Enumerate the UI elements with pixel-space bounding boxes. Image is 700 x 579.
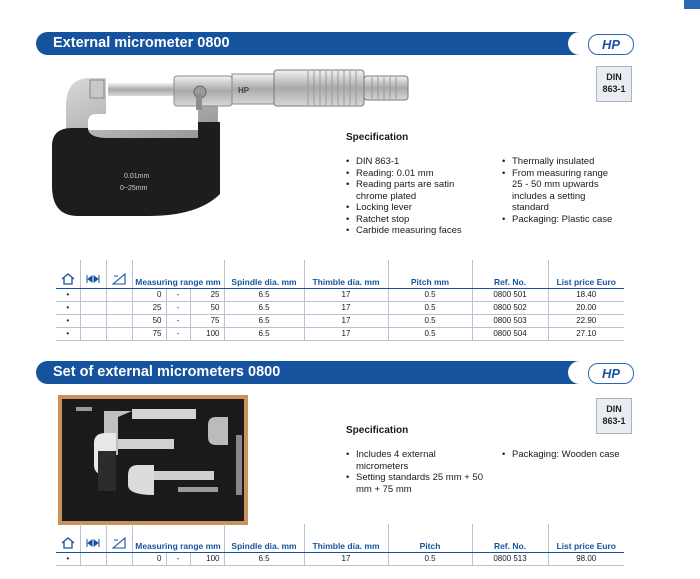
spindle-dia: 6.5 xyxy=(224,552,304,565)
range-from: 25 xyxy=(132,301,166,314)
table-row xyxy=(56,288,624,301)
spec-item: • Locking lever xyxy=(346,202,486,214)
range-dash: - xyxy=(166,301,190,314)
pitch: 0.5 xyxy=(388,552,472,565)
row-bullet: • xyxy=(56,314,80,327)
range-to: 100 xyxy=(190,552,224,565)
spec-list-right xyxy=(502,156,620,225)
hp-logo: HP xyxy=(588,34,634,55)
pitch: 0.5 xyxy=(388,288,472,301)
din-badge xyxy=(596,66,632,102)
spec-list-right xyxy=(502,449,620,461)
row-bullet: • xyxy=(56,552,80,565)
range-from: 0 xyxy=(132,288,166,301)
micrometer-set-image xyxy=(58,395,248,525)
section-title: Set of external micrometers 0800 xyxy=(53,364,281,380)
spec-item: • Includes 4 external micrometers xyxy=(346,449,486,472)
spec-list-left xyxy=(346,449,486,495)
spec-item: • Packaging: Wooden case xyxy=(502,449,620,461)
thimble-dia: 17 xyxy=(304,314,388,327)
spindle-dia: 6.5 xyxy=(224,288,304,301)
table-row xyxy=(56,301,624,314)
header-measuring-range: Measuring range mm xyxy=(132,524,224,552)
thimble-dia: 17 xyxy=(304,288,388,301)
din-label: DIN xyxy=(606,72,622,82)
range-from: 50 xyxy=(132,314,166,327)
header-thimble: Thimble dia. mm xyxy=(304,524,388,552)
list-price: 98.00 xyxy=(576,554,597,563)
measuring-faces-icon xyxy=(80,524,106,552)
header-price: List price Euro xyxy=(548,524,624,552)
range-dash: - xyxy=(166,327,190,340)
plate-reading-text: 0.01mm xyxy=(124,173,150,180)
table-row xyxy=(56,314,624,327)
header-price: List price Euro xyxy=(548,260,624,288)
table-row xyxy=(56,327,624,340)
list-price: 27.10 xyxy=(576,329,597,338)
list-price: 22.90 xyxy=(576,316,597,325)
spec-item: • Thermally insulated xyxy=(502,156,620,168)
hp-logo: HP xyxy=(588,363,634,384)
house-icon xyxy=(56,524,80,552)
pitch: 0.5 xyxy=(388,314,472,327)
spec-item: • Carbide measuring faces xyxy=(346,225,486,237)
spindle-dia: 6.5 xyxy=(224,327,304,340)
spec-item: • Packaging: Plastic case xyxy=(502,214,620,226)
din-number: 863-1 xyxy=(602,416,626,426)
measuring-faces-icon xyxy=(80,260,106,288)
range-to: 25 xyxy=(190,288,224,301)
pitch: 0.5 xyxy=(388,301,472,314)
pitch: 0.5 xyxy=(388,327,472,340)
ref-no: 0800 502 xyxy=(472,301,548,314)
range-to: 75 xyxy=(190,314,224,327)
ref-no: 0800 513 xyxy=(472,552,548,565)
reading-icon xyxy=(106,524,132,552)
spec-item: • From measuring range 25 - 50 mm upwards includes a setting standard xyxy=(502,168,620,214)
spec-item: • DIN 863-1 xyxy=(346,156,486,168)
product-table xyxy=(56,260,624,341)
spec-item: • Reading parts are satin chrome plated xyxy=(346,179,486,202)
list-price: 18.40 xyxy=(576,290,597,299)
thimble-dia: 17 xyxy=(304,301,388,314)
reading-icon xyxy=(106,260,132,288)
spec-title: Specification xyxy=(346,425,409,436)
list-price: 20.00 xyxy=(576,303,597,312)
ref-no: 0800 503 xyxy=(472,314,548,327)
spindle-dia: 6.5 xyxy=(224,314,304,327)
row-bullet: • xyxy=(56,288,80,301)
spec-item: • Ratchet stop xyxy=(346,214,486,226)
micrometer-brand-text: HP xyxy=(238,86,250,95)
row-bullet: • xyxy=(56,327,80,340)
ref-no: 0800 501 xyxy=(472,288,548,301)
din-number: 863-1 xyxy=(602,84,626,94)
din-badge xyxy=(596,398,632,434)
table-row xyxy=(56,552,624,565)
thimble-dia: 17 xyxy=(304,327,388,340)
section-banner-2 xyxy=(36,361,646,384)
product-table xyxy=(56,524,624,566)
spec-item: • Reading: 0.01 mm xyxy=(346,168,486,180)
spec-title: Specification xyxy=(346,132,409,143)
range-dash: - xyxy=(166,552,190,565)
ref-no: 0800 504 xyxy=(472,327,548,340)
header-spindle: Spindle dia. mm xyxy=(224,260,304,288)
range-dash: - xyxy=(166,314,190,327)
range-from: 75 xyxy=(132,327,166,340)
din-label: DIN xyxy=(606,404,622,414)
spec-list-left xyxy=(346,156,486,237)
header-measuring-range: Measuring range mm xyxy=(132,260,224,288)
section-title: External micrometer 0800 xyxy=(53,35,230,51)
plate-range-text: 0~25mm xyxy=(120,185,148,192)
thimble-dia: 17 xyxy=(304,552,388,565)
section-banner-1 xyxy=(36,32,646,55)
header-pitch: Pitch xyxy=(388,524,472,552)
header-ref: Ref. No. xyxy=(472,524,548,552)
spindle-dia: 6.5 xyxy=(224,301,304,314)
header-ref: Ref. No. xyxy=(472,260,548,288)
header-spindle: Spindle dia. mm xyxy=(224,524,304,552)
row-bullet: • xyxy=(56,301,80,314)
header-thimble: Thimble dia. mm xyxy=(304,260,388,288)
header-pitch: Pitch mm xyxy=(388,260,472,288)
range-to: 100 xyxy=(190,327,224,340)
house-icon xyxy=(56,260,80,288)
range-dash: - xyxy=(166,288,190,301)
corner-tab xyxy=(684,0,700,9)
spec-item: • Setting standards 25 mm + 50 mm + 75 mm xyxy=(346,472,486,495)
range-to: 50 xyxy=(190,301,224,314)
range-from: 0 xyxy=(132,552,166,565)
